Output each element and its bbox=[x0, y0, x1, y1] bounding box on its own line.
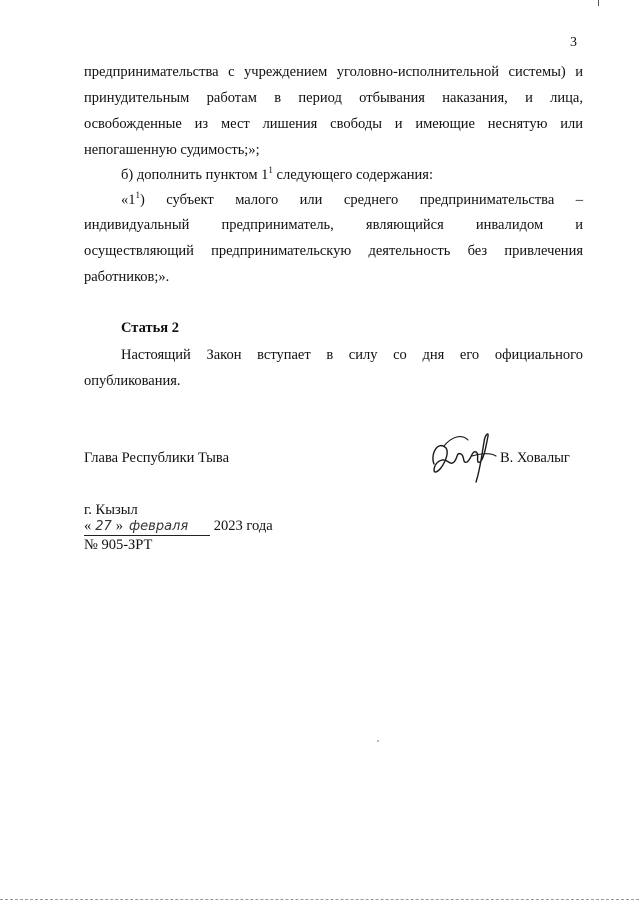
quote-prefix: «1 bbox=[121, 192, 136, 208]
scan-speck bbox=[377, 740, 379, 742]
law-number: № 905-ЗРТ bbox=[84, 537, 153, 553]
date-day: 27 bbox=[95, 519, 112, 534]
page-number: 3 bbox=[570, 35, 577, 50]
date-month: февраля bbox=[129, 519, 189, 534]
clause-b-suffix: следующего содержания: bbox=[272, 167, 433, 183]
scan-corner-mark bbox=[598, 0, 599, 6]
clause-b-sup: 1 bbox=[268, 165, 273, 175]
quote-line: работников;». bbox=[84, 269, 170, 285]
city: г. Кызыл bbox=[84, 502, 138, 518]
date-quote-open: « bbox=[84, 518, 92, 534]
article-line: Настоящий Закон вступает в силу со дня его официального bbox=[121, 347, 583, 363]
quote-line: осуществляющий предпринимательскую деятельность без привлечения bbox=[84, 243, 583, 259]
quote-sup: 1 bbox=[135, 190, 140, 200]
scan-bottom-edge bbox=[0, 899, 639, 900]
quote-first-suffix: ) субъект малого или среднего предпринимательства – bbox=[140, 192, 583, 208]
clause-b bbox=[121, 166, 583, 184]
paragraph-line: освобожденные из мест лишения свободы и имеющие неснятую или bbox=[84, 116, 583, 132]
quote-first-line bbox=[121, 191, 583, 209]
date-handwritten bbox=[84, 518, 210, 536]
date-quote-close: » bbox=[115, 518, 124, 534]
quote-line: индивидуальный предприниматель, являющийся инвалидом и bbox=[84, 217, 583, 233]
date-line bbox=[84, 518, 273, 536]
clause-b-prefix: б) дополнить пунктом 1 bbox=[121, 167, 269, 183]
quote-open bbox=[121, 192, 140, 208]
signatory-title: Глава Республики Тыва bbox=[84, 450, 230, 466]
handwritten-signature bbox=[428, 426, 500, 486]
paragraph-line: принудительным работам в период отбывания наказания, и лица, bbox=[84, 90, 583, 106]
signatory-name: В. Ховалыг bbox=[500, 450, 570, 466]
paragraph-line: непогашенную судимость;»; bbox=[84, 142, 260, 158]
date-year: 2023 года bbox=[213, 518, 273, 534]
article-heading: Статья 2 bbox=[121, 320, 179, 336]
article-line: опубликования. bbox=[84, 373, 181, 389]
paragraph-line: предпринимательства с учреждением уголовно-исполнительной системы) и bbox=[84, 64, 583, 80]
